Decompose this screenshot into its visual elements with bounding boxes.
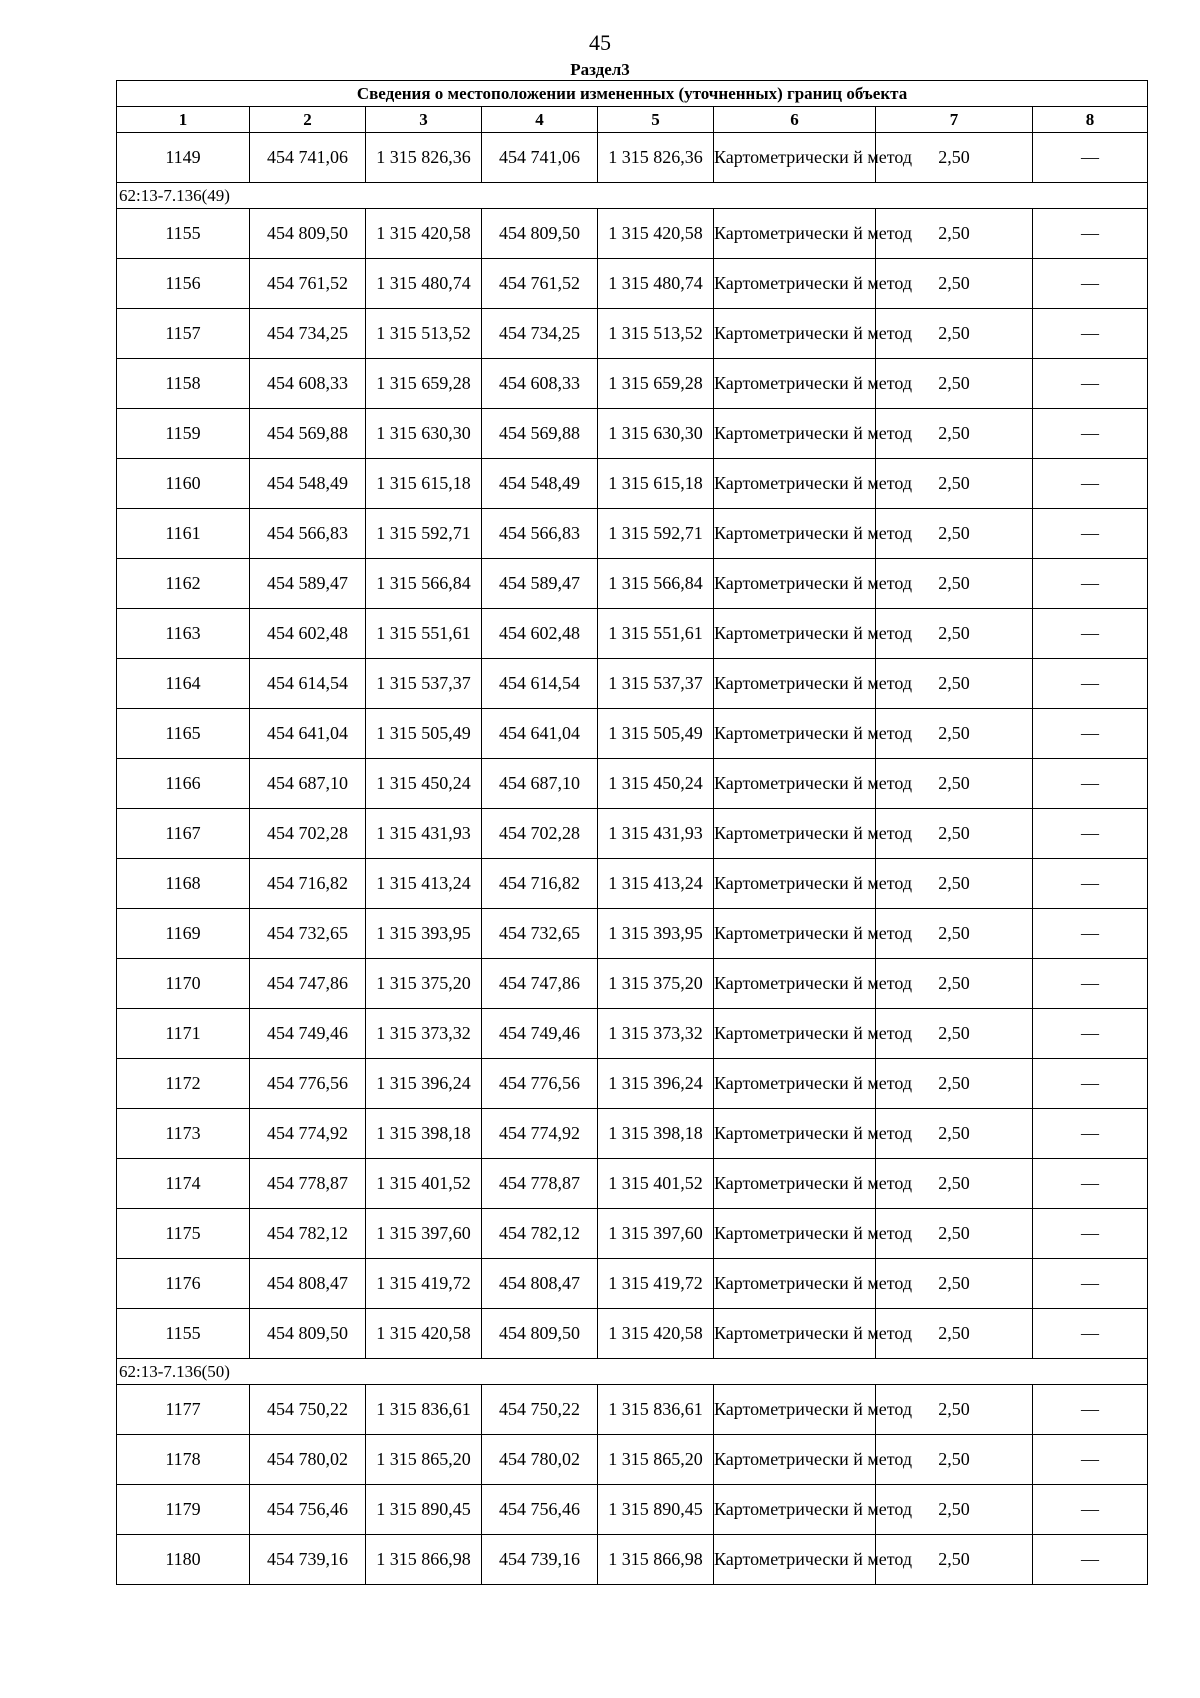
table-row	[117, 709, 1148, 759]
x-new-coordinate-cell: 454 761,52	[482, 259, 598, 309]
x-coordinate-cell: 454 608,33	[250, 359, 366, 409]
x-coordinate-cell: 454 749,46	[250, 1009, 366, 1059]
x-new-coordinate-cell: 454 808,47	[482, 1259, 598, 1309]
note-cell: —	[1033, 559, 1148, 609]
table-row	[117, 1009, 1148, 1059]
y-new-coordinate-cell: 1 315 420,58	[598, 209, 714, 259]
table-row	[117, 559, 1148, 609]
note-cell: —	[1033, 909, 1148, 959]
group-header-row	[117, 183, 1148, 209]
y-coordinate-cell: 1 315 826,36	[366, 133, 482, 183]
y-new-coordinate-cell: 1 315 513,52	[598, 309, 714, 359]
group-label: 62:13-7.136(50)	[117, 1359, 1148, 1385]
x-coordinate-cell: 454 778,87	[250, 1159, 366, 1209]
point-number-cell: 1167	[117, 809, 250, 859]
note-cell: —	[1033, 759, 1148, 809]
table-row	[117, 1435, 1148, 1485]
x-coordinate-cell: 454 747,86	[250, 959, 366, 1009]
column-header: 6	[714, 107, 876, 133]
note-cell: —	[1033, 1259, 1148, 1309]
table-row	[117, 459, 1148, 509]
x-coordinate-cell: 454 809,50	[250, 1309, 366, 1359]
accuracy-cell: 2,50	[876, 1259, 1033, 1309]
note-cell: —	[1033, 409, 1148, 459]
accuracy-cell: 2,50	[876, 959, 1033, 1009]
accuracy-cell: 2,50	[876, 1435, 1033, 1485]
x-new-coordinate-cell: 454 774,92	[482, 1109, 598, 1159]
point-number-cell: 1180	[117, 1535, 250, 1585]
y-coordinate-cell: 1 315 890,45	[366, 1485, 482, 1535]
x-coordinate-cell: 454 548,49	[250, 459, 366, 509]
method-cell: Картометрически й метод	[714, 559, 876, 609]
x-new-coordinate-cell: 454 732,65	[482, 909, 598, 959]
method-cell: Картометрически й метод	[714, 309, 876, 359]
column-header: 7	[876, 107, 1033, 133]
column-header: 2	[250, 107, 366, 133]
x-coordinate-cell: 454 687,10	[250, 759, 366, 809]
note-cell: —	[1033, 809, 1148, 859]
table-row	[117, 959, 1148, 1009]
y-new-coordinate-cell: 1 315 373,32	[598, 1009, 714, 1059]
boundary-coordinates-table	[116, 80, 1148, 1585]
x-new-coordinate-cell: 454 749,46	[482, 1009, 598, 1059]
y-coordinate-cell: 1 315 513,52	[366, 309, 482, 359]
y-new-coordinate-cell: 1 315 566,84	[598, 559, 714, 609]
table-row	[117, 609, 1148, 659]
point-number-cell: 1159	[117, 409, 250, 459]
note-cell: —	[1033, 309, 1148, 359]
column-header: 8	[1033, 107, 1148, 133]
x-coordinate-cell: 454 774,92	[250, 1109, 366, 1159]
table-row	[117, 1109, 1148, 1159]
y-coordinate-cell: 1 315 419,72	[366, 1259, 482, 1309]
x-coordinate-cell: 454 589,47	[250, 559, 366, 609]
method-cell: Картометрически й метод	[714, 209, 876, 259]
x-new-coordinate-cell: 454 747,86	[482, 959, 598, 1009]
accuracy-cell: 2,50	[876, 909, 1033, 959]
y-coordinate-cell: 1 315 450,24	[366, 759, 482, 809]
point-number-cell: 1172	[117, 1059, 250, 1109]
note-cell: —	[1033, 459, 1148, 509]
accuracy-cell: 2,50	[876, 759, 1033, 809]
method-cell: Картометрически й метод	[714, 1535, 876, 1585]
y-coordinate-cell: 1 315 615,18	[366, 459, 482, 509]
method-cell: Картометрически й метод	[714, 809, 876, 859]
x-new-coordinate-cell: 454 687,10	[482, 759, 598, 809]
table-row	[117, 1309, 1148, 1359]
column-header: 5	[598, 107, 714, 133]
y-coordinate-cell: 1 315 393,95	[366, 909, 482, 959]
y-coordinate-cell: 1 315 420,58	[366, 1309, 482, 1359]
table-row	[117, 309, 1148, 359]
point-number-cell: 1157	[117, 309, 250, 359]
x-coordinate-cell: 454 809,50	[250, 209, 366, 259]
column-header: 3	[366, 107, 482, 133]
accuracy-cell: 2,50	[876, 459, 1033, 509]
x-new-coordinate-cell: 454 702,28	[482, 809, 598, 859]
column-header: 1	[117, 107, 250, 133]
table-row	[117, 409, 1148, 459]
y-coordinate-cell: 1 315 401,52	[366, 1159, 482, 1209]
y-new-coordinate-cell: 1 315 401,52	[598, 1159, 714, 1209]
y-coordinate-cell: 1 315 505,49	[366, 709, 482, 759]
x-coordinate-cell: 454 782,12	[250, 1209, 366, 1259]
method-cell: Картометрически й метод	[714, 709, 876, 759]
group-header-row	[117, 1359, 1148, 1385]
point-number-cell: 1160	[117, 459, 250, 509]
point-number-cell: 1155	[117, 209, 250, 259]
y-new-coordinate-cell: 1 315 826,36	[598, 133, 714, 183]
accuracy-cell: 2,50	[876, 1059, 1033, 1109]
y-new-coordinate-cell: 1 315 592,71	[598, 509, 714, 559]
y-new-coordinate-cell: 1 315 398,18	[598, 1109, 714, 1159]
method-cell: Картометрически й метод	[714, 959, 876, 1009]
accuracy-cell: 2,50	[876, 1485, 1033, 1535]
table-row	[117, 1259, 1148, 1309]
note-cell: —	[1033, 133, 1148, 183]
y-new-coordinate-cell: 1 315 890,45	[598, 1485, 714, 1535]
x-coordinate-cell: 454 741,06	[250, 133, 366, 183]
y-coordinate-cell: 1 315 566,84	[366, 559, 482, 609]
table-row	[117, 509, 1148, 559]
table-caption-row	[117, 81, 1148, 107]
note-cell: —	[1033, 959, 1148, 1009]
accuracy-cell: 2,50	[876, 209, 1033, 259]
accuracy-cell: 2,50	[876, 659, 1033, 709]
point-number-cell: 1163	[117, 609, 250, 659]
y-new-coordinate-cell: 1 315 393,95	[598, 909, 714, 959]
y-new-coordinate-cell: 1 315 419,72	[598, 1259, 714, 1309]
y-new-coordinate-cell: 1 315 866,98	[598, 1535, 714, 1585]
table-row	[117, 1209, 1148, 1259]
y-new-coordinate-cell: 1 315 615,18	[598, 459, 714, 509]
table-row	[117, 359, 1148, 409]
x-coordinate-cell: 454 716,82	[250, 859, 366, 909]
y-new-coordinate-cell: 1 315 865,20	[598, 1435, 714, 1485]
y-coordinate-cell: 1 315 420,58	[366, 209, 482, 259]
note-cell: —	[1033, 1485, 1148, 1535]
x-new-coordinate-cell: 454 756,46	[482, 1485, 598, 1535]
point-number-cell: 1178	[117, 1435, 250, 1485]
method-cell: Картометрически й метод	[714, 1159, 876, 1209]
method-cell: Картометрически й метод	[714, 133, 876, 183]
y-new-coordinate-cell: 1 315 551,61	[598, 609, 714, 659]
method-cell: Картометрически й метод	[714, 259, 876, 309]
method-cell: Картометрически й метод	[714, 1485, 876, 1535]
x-coordinate-cell: 454 614,54	[250, 659, 366, 709]
note-cell: —	[1033, 859, 1148, 909]
y-new-coordinate-cell: 1 315 630,30	[598, 409, 714, 459]
y-new-coordinate-cell: 1 315 480,74	[598, 259, 714, 309]
point-number-cell: 1164	[117, 659, 250, 709]
point-number-cell: 1175	[117, 1209, 250, 1259]
x-new-coordinate-cell: 454 739,16	[482, 1535, 598, 1585]
note-cell: —	[1033, 209, 1148, 259]
method-cell: Картометрически й метод	[714, 1059, 876, 1109]
y-coordinate-cell: 1 315 375,20	[366, 959, 482, 1009]
point-number-cell: 1165	[117, 709, 250, 759]
accuracy-cell: 2,50	[876, 559, 1033, 609]
y-new-coordinate-cell: 1 315 431,93	[598, 809, 714, 859]
method-cell: Картометрически й метод	[714, 1209, 876, 1259]
note-cell: —	[1033, 1385, 1148, 1435]
accuracy-cell: 2,50	[876, 1309, 1033, 1359]
x-coordinate-cell: 454 756,46	[250, 1485, 366, 1535]
x-new-coordinate-cell: 454 602,48	[482, 609, 598, 659]
x-coordinate-cell: 454 780,02	[250, 1435, 366, 1485]
method-cell: Картометрически й метод	[714, 1259, 876, 1309]
point-number-cell: 1177	[117, 1385, 250, 1435]
note-cell: —	[1033, 359, 1148, 409]
method-cell: Картометрически й метод	[714, 359, 876, 409]
table-row	[117, 133, 1148, 183]
x-new-coordinate-cell: 454 778,87	[482, 1159, 598, 1209]
y-new-coordinate-cell: 1 315 450,24	[598, 759, 714, 809]
point-number-cell: 1173	[117, 1109, 250, 1159]
y-coordinate-cell: 1 315 431,93	[366, 809, 482, 859]
point-number-cell: 1174	[117, 1159, 250, 1209]
note-cell: —	[1033, 1309, 1148, 1359]
y-new-coordinate-cell: 1 315 420,58	[598, 1309, 714, 1359]
x-coordinate-cell: 454 732,65	[250, 909, 366, 959]
x-new-coordinate-cell: 454 809,50	[482, 209, 598, 259]
y-coordinate-cell: 1 315 398,18	[366, 1109, 482, 1159]
accuracy-cell: 2,50	[876, 1109, 1033, 1159]
table-row	[117, 909, 1148, 959]
note-cell: —	[1033, 709, 1148, 759]
y-coordinate-cell: 1 315 551,61	[366, 609, 482, 659]
y-coordinate-cell: 1 315 836,61	[366, 1385, 482, 1435]
x-new-coordinate-cell: 454 809,50	[482, 1309, 598, 1359]
x-coordinate-cell: 454 734,25	[250, 309, 366, 359]
table-row	[117, 759, 1148, 809]
note-cell: —	[1033, 1535, 1148, 1585]
point-number-cell: 1171	[117, 1009, 250, 1059]
x-new-coordinate-cell: 454 750,22	[482, 1385, 598, 1435]
x-new-coordinate-cell: 454 569,88	[482, 409, 598, 459]
x-coordinate-cell: 454 761,52	[250, 259, 366, 309]
point-number-cell: 1166	[117, 759, 250, 809]
x-coordinate-cell: 454 776,56	[250, 1059, 366, 1109]
y-new-coordinate-cell: 1 315 659,28	[598, 359, 714, 409]
group-label: 62:13-7.136(49)	[117, 183, 1148, 209]
y-coordinate-cell: 1 315 865,20	[366, 1435, 482, 1485]
table-body	[117, 81, 1148, 1585]
table-row	[117, 259, 1148, 309]
note-cell: —	[1033, 509, 1148, 559]
column-header-row	[117, 107, 1148, 133]
accuracy-cell: 2,50	[876, 709, 1033, 759]
accuracy-cell: 2,50	[876, 1385, 1033, 1435]
method-cell: Картометрически й метод	[714, 909, 876, 959]
method-cell: Картометрически й метод	[714, 859, 876, 909]
x-new-coordinate-cell: 454 782,12	[482, 1209, 598, 1259]
note-cell: —	[1033, 659, 1148, 709]
accuracy-cell: 2,50	[876, 809, 1033, 859]
accuracy-cell: 2,50	[876, 509, 1033, 559]
table-row	[117, 1059, 1148, 1109]
table-row	[117, 1385, 1148, 1435]
table-row	[117, 809, 1148, 859]
accuracy-cell: 2,50	[876, 133, 1033, 183]
x-coordinate-cell: 454 702,28	[250, 809, 366, 859]
y-coordinate-cell: 1 315 373,32	[366, 1009, 482, 1059]
table-row	[117, 859, 1148, 909]
point-number-cell: 1169	[117, 909, 250, 959]
method-cell: Картометрически й метод	[714, 1385, 876, 1435]
method-cell: Картометрически й метод	[714, 1109, 876, 1159]
method-cell: Картометрически й метод	[714, 1435, 876, 1485]
point-number-cell: 1155	[117, 1309, 250, 1359]
y-coordinate-cell: 1 315 659,28	[366, 359, 482, 409]
x-coordinate-cell: 454 602,48	[250, 609, 366, 659]
table-row	[117, 209, 1148, 259]
x-new-coordinate-cell: 454 741,06	[482, 133, 598, 183]
section-title: Раздел3	[570, 60, 630, 79]
note-cell: —	[1033, 1209, 1148, 1259]
x-new-coordinate-cell: 454 716,82	[482, 859, 598, 909]
method-cell: Картометрически й метод	[714, 459, 876, 509]
page-number: 45	[589, 30, 611, 55]
point-number-cell: 1168	[117, 859, 250, 909]
x-coordinate-cell: 454 566,83	[250, 509, 366, 559]
x-coordinate-cell: 454 750,22	[250, 1385, 366, 1435]
table-row	[117, 659, 1148, 709]
x-new-coordinate-cell: 454 608,33	[482, 359, 598, 409]
note-cell: —	[1033, 609, 1148, 659]
table-row	[117, 1159, 1148, 1209]
accuracy-cell: 2,50	[876, 259, 1033, 309]
x-coordinate-cell: 454 808,47	[250, 1259, 366, 1309]
point-number-cell: 1161	[117, 509, 250, 559]
y-coordinate-cell: 1 315 630,30	[366, 409, 482, 459]
point-number-cell: 1179	[117, 1485, 250, 1535]
y-coordinate-cell: 1 315 480,74	[366, 259, 482, 309]
method-cell: Картометрически й метод	[714, 609, 876, 659]
note-cell: —	[1033, 1109, 1148, 1159]
x-new-coordinate-cell: 454 589,47	[482, 559, 598, 609]
x-new-coordinate-cell: 454 734,25	[482, 309, 598, 359]
y-new-coordinate-cell: 1 315 505,49	[598, 709, 714, 759]
table-caption: Сведения о местоположении измененных (уточненных) границ объекта	[117, 81, 1148, 107]
table-row	[117, 1535, 1148, 1585]
note-cell: —	[1033, 1009, 1148, 1059]
x-new-coordinate-cell: 454 614,54	[482, 659, 598, 709]
method-cell: Картометрически й метод	[714, 409, 876, 459]
x-new-coordinate-cell: 454 776,56	[482, 1059, 598, 1109]
y-coordinate-cell: 1 315 396,24	[366, 1059, 482, 1109]
x-coordinate-cell: 454 739,16	[250, 1535, 366, 1585]
point-number-cell: 1170	[117, 959, 250, 1009]
accuracy-cell: 2,50	[876, 309, 1033, 359]
x-new-coordinate-cell: 454 780,02	[482, 1435, 598, 1485]
table-row	[117, 1485, 1148, 1535]
note-cell: —	[1033, 1435, 1148, 1485]
accuracy-cell: 2,50	[876, 609, 1033, 659]
x-coordinate-cell: 454 641,04	[250, 709, 366, 759]
method-cell: Картометрически й метод	[714, 759, 876, 809]
y-coordinate-cell: 1 315 592,71	[366, 509, 482, 559]
point-number-cell: 1176	[117, 1259, 250, 1309]
note-cell: —	[1033, 1159, 1148, 1209]
point-number-cell: 1162	[117, 559, 250, 609]
y-new-coordinate-cell: 1 315 375,20	[598, 959, 714, 1009]
x-new-coordinate-cell: 454 566,83	[482, 509, 598, 559]
y-coordinate-cell: 1 315 537,37	[366, 659, 482, 709]
y-coordinate-cell: 1 315 866,98	[366, 1535, 482, 1585]
y-new-coordinate-cell: 1 315 836,61	[598, 1385, 714, 1435]
y-new-coordinate-cell: 1 315 537,37	[598, 659, 714, 709]
y-new-coordinate-cell: 1 315 396,24	[598, 1059, 714, 1109]
accuracy-cell: 2,50	[876, 859, 1033, 909]
method-cell: Картометрически й метод	[714, 659, 876, 709]
x-coordinate-cell: 454 569,88	[250, 409, 366, 459]
accuracy-cell: 2,50	[876, 1159, 1033, 1209]
point-number-cell: 1149	[117, 133, 250, 183]
point-number-cell: 1156	[117, 259, 250, 309]
point-number-cell: 1158	[117, 359, 250, 409]
accuracy-cell: 2,50	[876, 1535, 1033, 1585]
y-coordinate-cell: 1 315 397,60	[366, 1209, 482, 1259]
accuracy-cell: 2,50	[876, 409, 1033, 459]
column-header: 4	[482, 107, 598, 133]
note-cell: —	[1033, 1059, 1148, 1109]
y-new-coordinate-cell: 1 315 397,60	[598, 1209, 714, 1259]
method-cell: Картометрически й метод	[714, 509, 876, 559]
note-cell: —	[1033, 259, 1148, 309]
accuracy-cell: 2,50	[876, 1209, 1033, 1259]
x-new-coordinate-cell: 454 548,49	[482, 459, 598, 509]
method-cell: Картометрически й метод	[714, 1309, 876, 1359]
method-cell: Картометрически й метод	[714, 1009, 876, 1059]
y-coordinate-cell: 1 315 413,24	[366, 859, 482, 909]
accuracy-cell: 2,50	[876, 359, 1033, 409]
accuracy-cell: 2,50	[876, 1009, 1033, 1059]
y-new-coordinate-cell: 1 315 413,24	[598, 859, 714, 909]
x-new-coordinate-cell: 454 641,04	[482, 709, 598, 759]
